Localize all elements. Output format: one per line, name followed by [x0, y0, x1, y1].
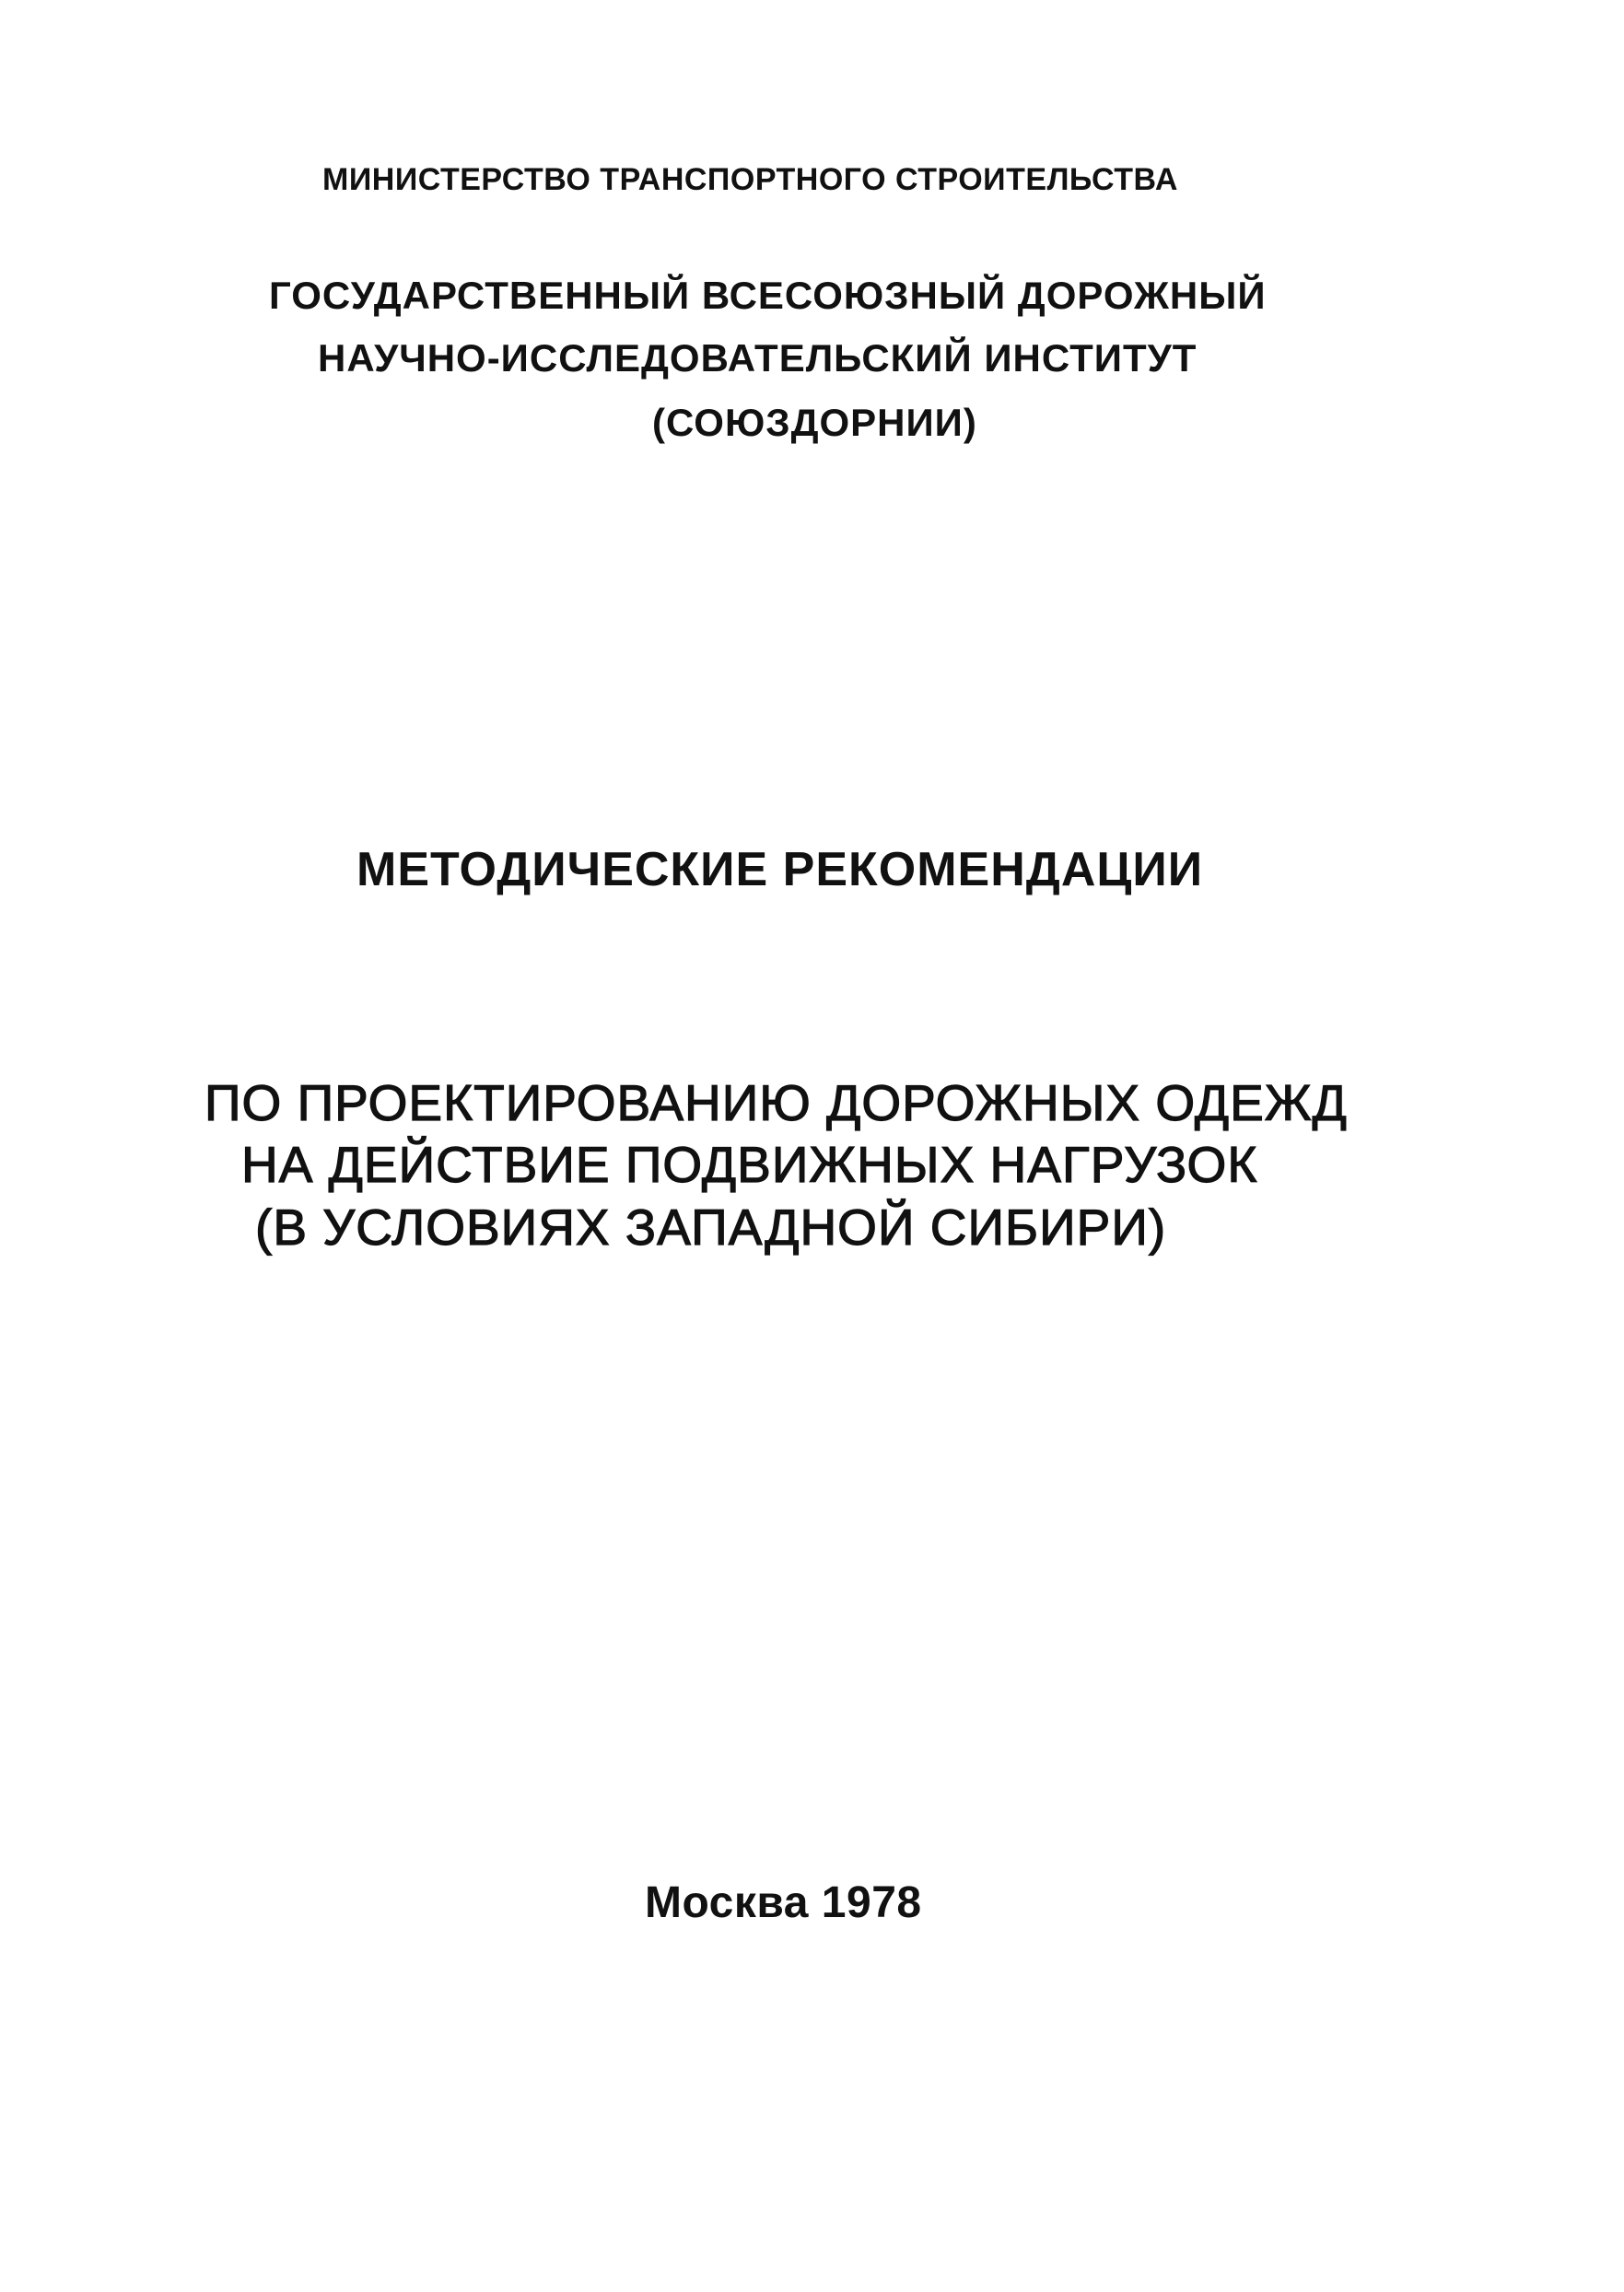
document-subtitle-line-3: (В УСЛОВИЯХ ЗАПАДНОЙ СИБИРИ) [255, 1199, 1167, 1256]
imprint-place-year: Москва 1978 [645, 1878, 922, 1927]
institute-name-line-1: ГОСУДАРСТВЕННЫЙ ВСЕСОЮЗНЫЙ ДОРОЖНЫЙ [269, 274, 1267, 317]
institute-name-line-2: НАУЧНО-ИССЛЕДОВАТЕЛЬСКИЙ ИНСТИТУТ [318, 336, 1198, 380]
ministry-name: МИНИСТЕРСТВО ТРАНСПОРТНОГО СТРОИТЕЛЬСТВА [322, 162, 1178, 197]
document-title: МЕТОДИЧЕСКИЕ РЕКОМЕНДАЦИИ [356, 843, 1204, 896]
document-subtitle-line-1: ПО ПРОЕКТИРОВАНИЮ ДОРОЖНЫХ ОДЕЖД [204, 1074, 1348, 1131]
document-subtitle-line-2: НА ДЕЙСТВИЕ ПОДВИЖНЫХ НАГРУЗОК [241, 1136, 1258, 1193]
institute-abbreviation: (СОЮЗДОРНИИ) [652, 401, 977, 444]
